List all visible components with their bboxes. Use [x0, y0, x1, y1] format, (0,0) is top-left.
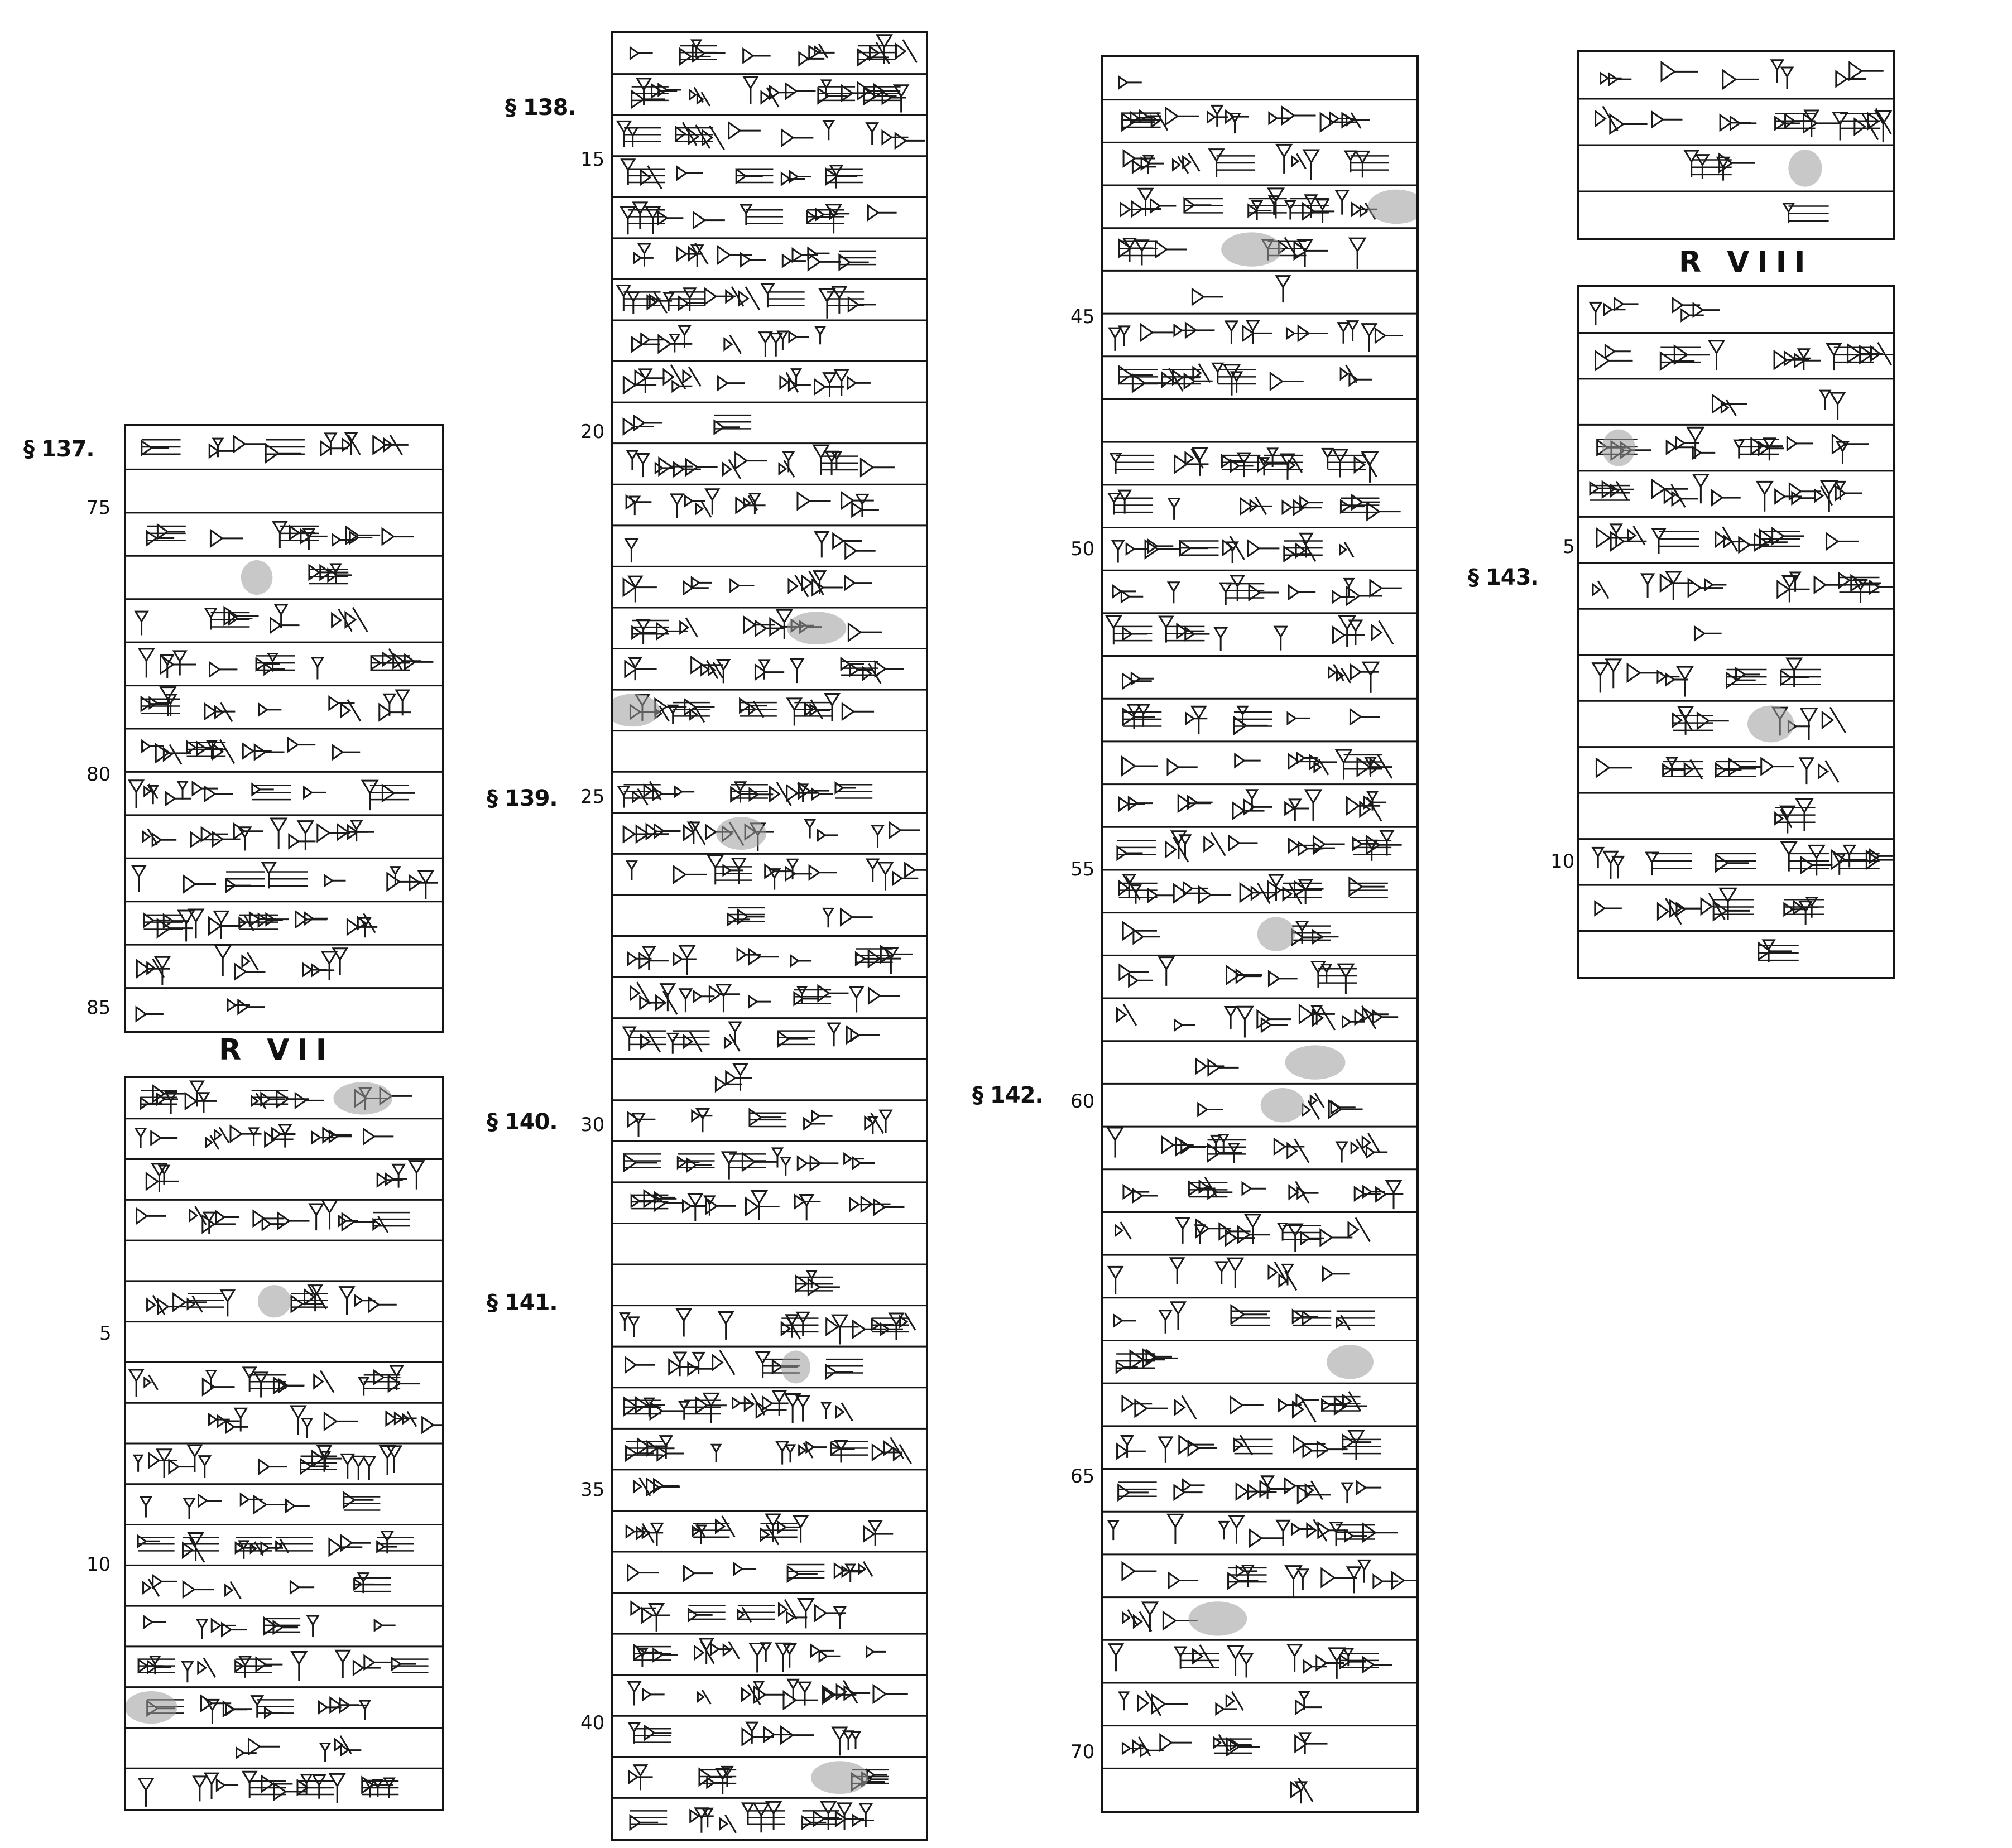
- cuneiform-line: [126, 1281, 442, 1318]
- cuneiform-line: [1103, 1383, 1416, 1422]
- cuneiform-line: [613, 977, 926, 1014]
- cuneiform-line: [1103, 314, 1416, 352]
- cuneiform-signs: [1579, 287, 1893, 977]
- cuneiform-line: [126, 1565, 442, 1599]
- cuneiform-line: [1103, 185, 1416, 224]
- line-number: 5: [1563, 536, 1575, 558]
- line-number: 65: [1070, 1465, 1095, 1488]
- cuneiform-line: [613, 1141, 926, 1179]
- cuneiform-line: [1103, 100, 1416, 133]
- cuneiform-line: [1103, 1340, 1416, 1379]
- cuneiform-line: [126, 1362, 442, 1397]
- cuneiform-line: [1103, 913, 1416, 951]
- cuneiform-line: [613, 320, 926, 357]
- line-number: 30: [580, 1114, 605, 1136]
- cuneiform-line: [126, 599, 442, 636]
- cuneiform-line: [1103, 1127, 1416, 1163]
- cuneiform-line: [613, 484, 926, 518]
- section-139-label: § 139.: [487, 786, 558, 811]
- cuneiform-line: [126, 642, 442, 679]
- cuneiform-line: [126, 902, 442, 942]
- cuneiform-column-4-bottom: [1577, 285, 1895, 979]
- cuneiform-line: [613, 1182, 926, 1221]
- cuneiform-line: [1103, 656, 1416, 693]
- cuneiform-line: [126, 1159, 442, 1192]
- line-number: 75: [87, 497, 111, 519]
- cuneiform-line: [1103, 1426, 1416, 1463]
- cuneiform-signs: [126, 1078, 442, 1809]
- cuneiform-line: [613, 566, 926, 602]
- cuneiform-line: [613, 1798, 926, 1832]
- cuneiform-line: [613, 1059, 926, 1091]
- cuneiform-line: [613, 115, 926, 150]
- cuneiform-line: [1103, 827, 1416, 862]
- cuneiform-line: [1579, 145, 1893, 187]
- cuneiform-line: [1579, 191, 1893, 223]
- cuneiform-line: [613, 1100, 926, 1137]
- line-number: 10: [87, 1553, 111, 1576]
- cuneiform-line: [126, 1768, 442, 1807]
- cuneiform-line: [613, 1593, 926, 1632]
- cuneiform-line: [126, 513, 442, 550]
- cuneiform-line: [126, 1443, 442, 1480]
- cuneiform-line: [613, 156, 926, 189]
- cuneiform-line: [613, 526, 926, 562]
- cuneiform-line: [1579, 379, 1893, 420]
- cuneiform-line: [1103, 1469, 1416, 1504]
- section-143-label: § 143.: [1468, 565, 1539, 590]
- cuneiform-line: [126, 1119, 442, 1149]
- cuneiform-line: [1590, 298, 1720, 325]
- cuneiform-line: [613, 1018, 926, 1054]
- cuneiform-line: [1103, 998, 1416, 1037]
- cuneiform-line: [613, 1428, 926, 1464]
- cuneiform-line: [1119, 77, 1142, 88]
- cuneiform-column-2: [611, 31, 928, 1841]
- cuneiform-line: [1103, 528, 1416, 563]
- cuneiform-line: [126, 1200, 442, 1234]
- cuneiform-line: [1103, 1298, 1416, 1334]
- cuneiform-line: [1103, 1212, 1416, 1252]
- line-number: 5: [99, 1322, 112, 1345]
- cuneiform-line: [1579, 793, 1893, 833]
- cuneiform-line: [141, 1081, 412, 1114]
- cuneiform-line: [613, 1757, 926, 1794]
- line-number: 50: [1070, 538, 1095, 560]
- cuneiform-line: [1103, 955, 1416, 994]
- cuneiform-line: [126, 729, 442, 764]
- cuneiform-line: [613, 1306, 926, 1345]
- line-number: 25: [580, 786, 605, 808]
- cuneiform-line: [1103, 1597, 1416, 1636]
- cuneiform-line: [126, 1606, 442, 1639]
- cuneiform-line: [613, 936, 926, 975]
- cuneiform-line: [1103, 1041, 1416, 1080]
- cuneiform-line: [126, 686, 442, 722]
- column-heading-r-viii: R VIII: [1679, 246, 1813, 279]
- cuneiform-line: [1579, 655, 1893, 697]
- cuneiform-line: [1103, 485, 1416, 520]
- cuneiform-column-1-bottom: [124, 1076, 444, 1811]
- cuneiform-line: [126, 1647, 442, 1682]
- cuneiform-line: [1103, 570, 1416, 605]
- cuneiform-line: [1579, 333, 1893, 370]
- cuneiform-line: [1103, 1683, 1416, 1716]
- cuneiform-line: [613, 1552, 926, 1582]
- cuneiform-line: [1579, 563, 1893, 603]
- cuneiform-line: [1103, 742, 1416, 780]
- section-142-label: § 142.: [972, 1082, 1043, 1108]
- cuneiform-line: [613, 813, 926, 851]
- cuneiform-line: [1579, 839, 1893, 879]
- cuneiform-signs: [126, 426, 442, 1031]
- cuneiform-line: [613, 608, 926, 644]
- cuneiform-line: [1579, 99, 1893, 142]
- cuneiform-line: [1103, 1640, 1416, 1679]
- cuneiform-line: [1579, 931, 1893, 963]
- line-number: 60: [1070, 1090, 1095, 1113]
- cuneiform-line: [613, 444, 926, 479]
- cuneiform-line: [126, 1727, 442, 1762]
- line-number: 15: [580, 148, 605, 171]
- cuneiform-line: [1103, 699, 1416, 734]
- cuneiform-line: [613, 197, 926, 234]
- section-137-label: § 137.: [23, 436, 94, 462]
- section-140-label: § 140.: [487, 1109, 558, 1135]
- cuneiform-line: [126, 815, 442, 851]
- line-number: 55: [1070, 858, 1095, 880]
- cuneiform-line: [613, 854, 926, 890]
- cuneiform-line: [126, 988, 442, 1021]
- cuneiform-signs: [1579, 52, 1893, 238]
- cuneiform-line: [613, 74, 926, 113]
- cuneiform-line: [1579, 425, 1893, 466]
- cuneiform-line: [613, 895, 926, 927]
- cuneiform-line: [1103, 1170, 1416, 1209]
- cuneiform-line: [1579, 747, 1893, 784]
- cuneiform-line: [613, 1264, 926, 1295]
- cuneiform-line: [613, 1716, 926, 1755]
- cuneiform-line: [613, 1470, 926, 1496]
- cuneiform-line: [613, 649, 926, 684]
- cuneiform-column-3: [1101, 55, 1419, 1813]
- cuneiform-line: [1103, 1255, 1416, 1294]
- cuneiform-line: [142, 433, 409, 462]
- cuneiform-line: [613, 402, 926, 434]
- cuneiform-line: [613, 362, 926, 397]
- cuneiform-line: [1103, 1512, 1416, 1546]
- cuneiform-line: [1103, 442, 1416, 483]
- cuneiform-line: [1579, 471, 1893, 512]
- line-number: 35: [580, 1479, 605, 1501]
- line-number: 20: [580, 421, 605, 443]
- line-number: 45: [1070, 306, 1095, 328]
- cuneiform-line: [1103, 357, 1416, 396]
- cuneiform-line: [613, 1388, 926, 1423]
- column-heading-r-vii: R VII: [219, 1033, 335, 1067]
- cuneiform-line: [126, 858, 442, 899]
- line-number: 80: [87, 763, 111, 786]
- cuneiform-line: [126, 1403, 442, 1438]
- cuneiform-line: [630, 35, 916, 65]
- cuneiform-signs: [1103, 57, 1416, 1811]
- cuneiform-line: [126, 1525, 442, 1562]
- cuneiform-line: [1579, 701, 1893, 742]
- cuneiform-line: [613, 279, 926, 318]
- line-number: 70: [1070, 1741, 1095, 1763]
- cuneiform-line: [1579, 517, 1893, 554]
- cuneiform-line: [613, 772, 926, 807]
- cuneiform-line: [1103, 228, 1416, 269]
- cuneiform-line: [1103, 142, 1416, 180]
- line-number: 85: [87, 997, 111, 1019]
- cuneiform-line: [126, 1687, 442, 1724]
- cuneiform-line: [1103, 870, 1416, 904]
- cuneiform-line: [1103, 785, 1416, 821]
- cuneiform-line: [126, 772, 442, 810]
- cuneiform-line: [126, 945, 442, 985]
- cuneiform-line: [126, 556, 442, 595]
- cuneiform-line: [1579, 885, 1893, 925]
- cuneiform-line: [1103, 1084, 1416, 1122]
- line-number: 10: [1550, 850, 1575, 873]
- cuneiform-line: [1103, 1768, 1416, 1803]
- cuneiform-line: [1103, 1555, 1416, 1597]
- cuneiform-column-4-top: [1577, 50, 1895, 240]
- cuneiform-line: [613, 1634, 926, 1672]
- cuneiform-line: [613, 238, 926, 270]
- cuneiform-line: [613, 690, 926, 726]
- section-138-label: § 138.: [505, 95, 576, 121]
- cuneiform-line: [1103, 613, 1416, 651]
- cuneiform-line: [126, 1484, 442, 1519]
- cuneiform-line: [613, 1675, 926, 1709]
- cuneiform-line: [613, 1510, 926, 1546]
- cuneiform-line: [1103, 271, 1416, 304]
- cuneiform-line: [1103, 1726, 1416, 1756]
- cuneiform-line: [613, 1346, 926, 1383]
- cuneiform-column-1-top: [124, 424, 444, 1033]
- section-141-label: § 141.: [487, 1290, 558, 1316]
- cuneiform-line: [1601, 60, 1884, 89]
- cuneiform-signs: [613, 33, 926, 1839]
- cuneiform-line: [1579, 609, 1893, 640]
- line-number: 40: [580, 1712, 605, 1734]
